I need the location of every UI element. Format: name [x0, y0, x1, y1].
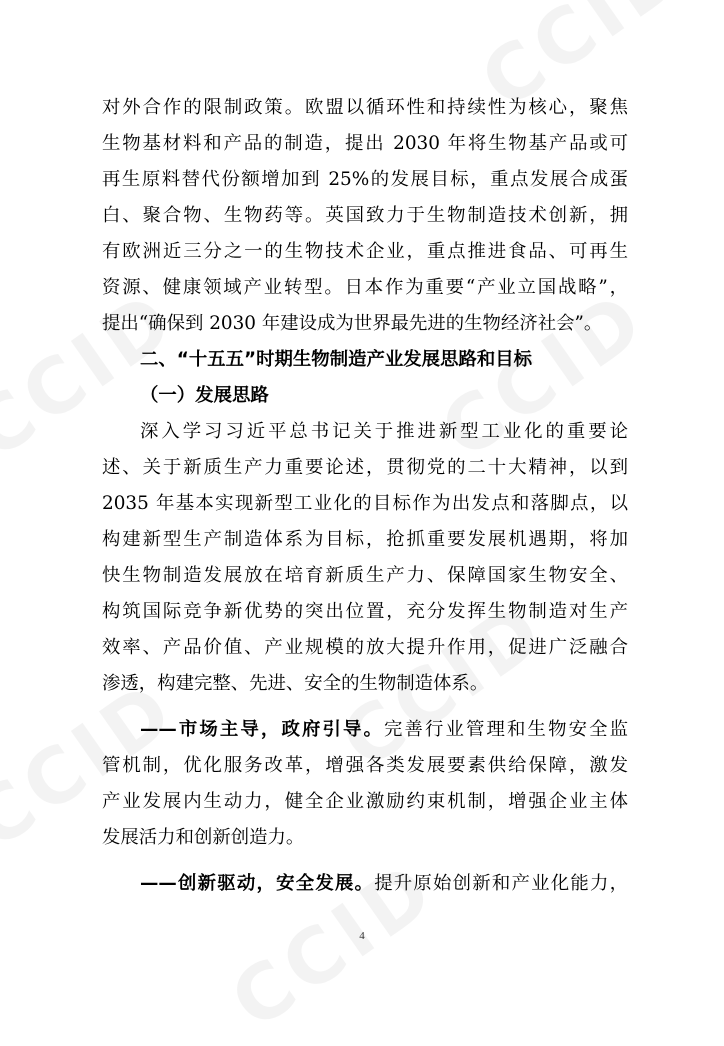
body-text-line: 渗透，构建完整、先进、安全的生物制造体系。	[102, 673, 489, 694]
body-text-line: 产业发展内生动力，健全企业激励约束机制，增强企业主体	[102, 791, 628, 812]
body-text-line: 构建新型生产制造体系为目标，抢抓重要发展机遇期，将加	[102, 529, 628, 550]
subsection-heading: （一）发展思路	[140, 385, 269, 406]
body-text-line: 再生原料替代份额增加到 25%的发展目标，重点发展合成蛋	[102, 169, 628, 190]
body-text-line: 深入学习习近平总书记关于推进新型工业化的重要论	[140, 421, 628, 442]
body-text-line: 2035 年基本实现新型工业化的目标作为出发点和落脚点，以	[102, 493, 628, 514]
principle-lead: ——市场主导，政府引导。	[140, 719, 384, 740]
principle-line	[140, 866, 628, 902]
body-text-line: 效率、产品价值、产业规模的放大提升作用，促进广泛融合	[102, 637, 628, 658]
body-text-line: 构筑国际竞争新优势的突出位置，充分发挥生物制造对生产	[102, 601, 628, 622]
body-text-line: 快生物制造发展放在培育新质生产力、保障国家生物安全、	[102, 565, 628, 586]
body-text-line: 管机制，优化服务改革，增强各类发展要素供给保障，激发	[102, 755, 628, 776]
page-number: 4	[359, 930, 365, 942]
body-text-line: 生物基材料和产品的制造，提出 2030 年将生物基产品或可	[102, 133, 628, 154]
body-text-line: 有欧洲近三分之一的生物技术企业，重点推进食品、可再生	[102, 241, 628, 262]
principle-text: 提升原始创新和产业化能力，	[374, 873, 628, 894]
principle-lead: ——创新驱动，安全发展。	[140, 873, 375, 894]
body-text-line: 发展活力和创新创造力。	[102, 827, 305, 848]
body-text-line: 白、聚合物、生物药等。英国致力于生物制造技术创新，拥	[102, 205, 628, 226]
body-text-line: 对外合作的限制政策。欧盟以循环性和持续性为核心，聚焦	[102, 97, 628, 118]
body-text-line: 资源、健康领域产业转型。日本作为重要“产业立国战略”，	[102, 277, 628, 298]
principle-line	[140, 712, 628, 748]
body-text-line: 述、关于新质生产力重要论述，贯彻党的二十大精神，以到	[102, 457, 628, 478]
principle-text: 完善行业管理和生物安全监	[384, 719, 628, 740]
body-text-line: 提出“确保到 2030 年建设成为世界最先进的生物经济社会”。	[102, 313, 603, 334]
section-heading: 二、“十五五”时期生物制造产业发展思路和目标	[140, 349, 532, 370]
